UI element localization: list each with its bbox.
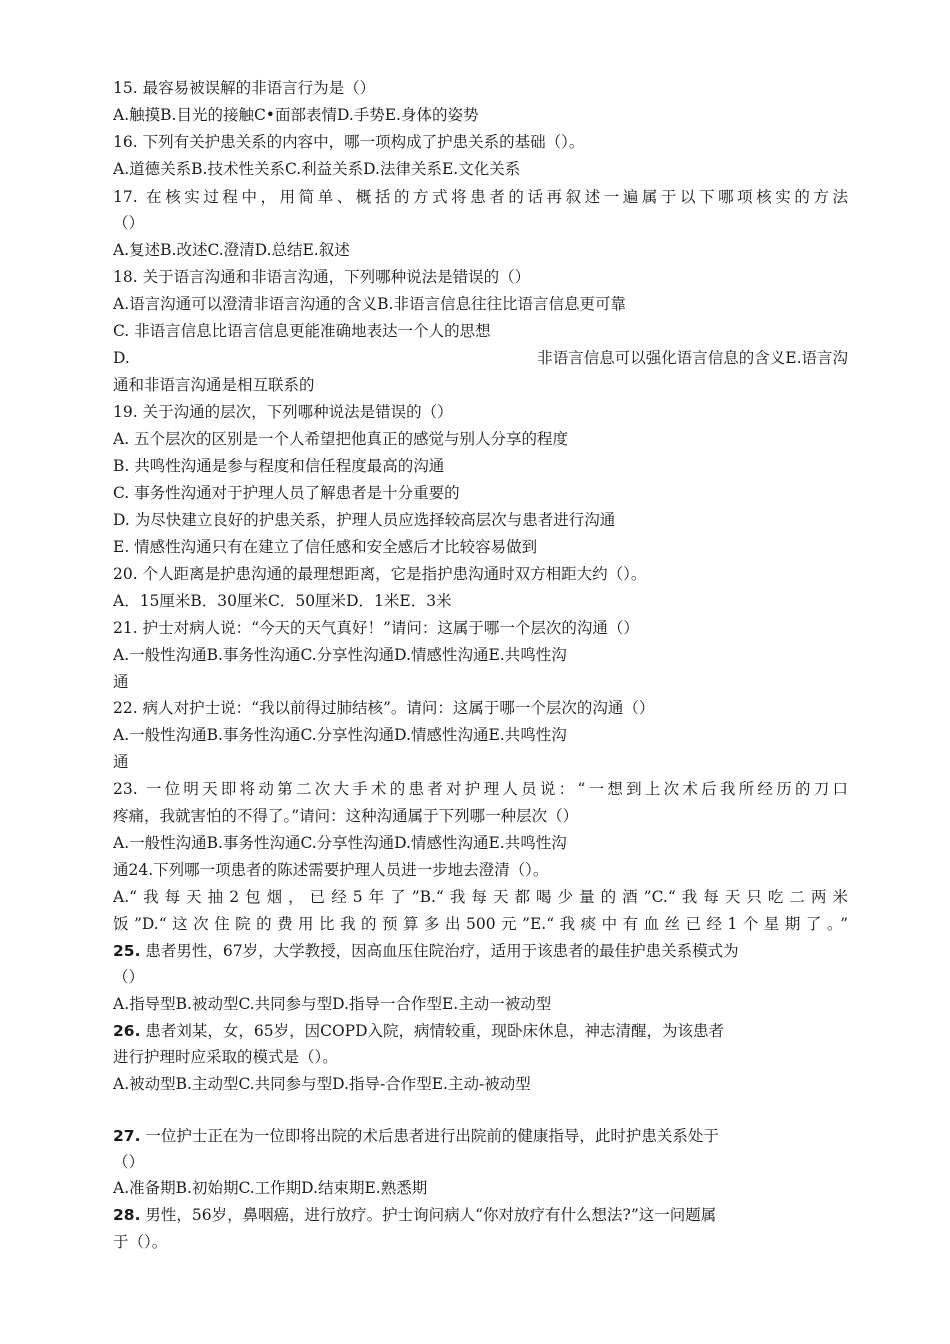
question-25-paren: （） [113,968,145,986]
question-26-text: 患者刘某，女，65岁，因COPD入院，病情较重，现卧床休息，神志清醒，为该患者 [140,1022,725,1040]
question-22: 22. 病人对护士说：“我以前得过肺结核”。请问：这属于哪一个层次的沟通（） [113,699,655,717]
options-15: A.触摸B.目光的接触C•面部表情D.手势E.身体的姿势 [113,106,479,124]
option-18-e-cont: 通和非语言沟通是相互联系的 [113,376,315,394]
question-28 [113,1204,848,1226]
question-17: 17. 在核实过程中，用简单、概括的方式将患者的话再叙述一遍属于以下哪项核实的方法 [113,188,848,206]
options-16: A.道德关系B.技术性关系C.利益关系D.法律关系E.文化关系 [113,160,521,178]
options-21: A.一般性沟通B.事务性沟通C.分享性沟通D.情感性沟通E.共鸣性沟 [113,646,567,664]
option-19-a: A. 五个层次的区别是一个人希望把他真正的感觉与别人分享的程度 [113,430,569,448]
question-20: 20. 个人距离是护患沟通的最理想距离，它是指护患沟通时双方相距大约（）。 [113,565,647,583]
question-25-text: 患者男性，67岁，大学教授，因高血压住院治疗，适用于该患者的最佳护患关系模式为 [140,942,739,960]
question-28-number: 28. [113,1206,141,1224]
question-28-text: 男性，56岁，鼻咽癌，进行放疗。护士询问病人“你对放疗有什么想法?”这一问题属 [140,1206,717,1224]
question-23-cont: 疼痛，我就害怕的不得了。”请问：这种沟通属于下列哪一种层次（） [113,807,579,825]
option-18-d-letter: D. [113,349,130,367]
option-18-d-text: 非语言信息可以强化语言信息的含义E.语言沟 [537,349,848,367]
question-26-number: 26. [113,1022,141,1040]
question-26 [113,1020,848,1042]
option-18-c: C. 非语言信息比语言信息更能准确地表达一个人的思想 [113,322,491,340]
options-24-cont: 饭”D.“这次住院的费用比我的预算多出500元”E.“我痰中有血丝已经1个星期了。” [113,915,848,933]
question-16: 16. 下列有关护患关系的内容中，哪一项构成了护患关系的基础（）。 [113,133,585,151]
question-27 [113,1125,848,1147]
question-15: 15. 最容易被误解的非语言行为是（） [113,79,376,97]
options-18-ab: A.语言沟通可以澄清非语言沟通的含义B.非语言信息往往比语言信息更可靠 [113,295,626,313]
question-27-paren: （） [113,1153,145,1171]
question-24: 通24.下列哪一项患者的陈述需要护理人员进一步地去澄清（）。 [113,861,549,879]
question-17-paren: （） [113,214,145,232]
question-25-number: 25. [113,942,141,960]
question-28-cont: 于（）。 [113,1233,168,1251]
options-20: A．15厘米B．30厘米C．50厘米D．1米E．3米 [113,592,452,610]
options-27: A.准备期B.初始期C.工作期D.结束期E.熟悉期 [113,1179,428,1197]
question-27-number: 27. [113,1127,141,1145]
options-23: A.一般性沟通B.事务性沟通C.分享性沟通D.情感性沟通E.共鸣性沟 [113,834,567,852]
question-25 [113,940,848,962]
options-22-cont: 通 [113,753,129,771]
options-24: A.“我每天抽2包烟，已经5年了”B.“我每天都喝少量的酒”C.“我每天只吃二两米 [113,888,848,906]
options-21-cont: 通 [113,673,129,691]
option-19-b: B. 共鸣性沟通是参与程度和信任程度最高的沟通 [113,457,445,475]
option-19-d: D. 为尽快建立良好的护患关系，护理人员应选择较高层次与患者进行沟通 [113,511,616,529]
question-18: 18. 关于语言沟通和非语言沟通，下列哪种说法是错误的（） [113,268,531,286]
option-19-e: E. 情感性沟通只有在建立了信任感和安全感后才比较容易做到 [113,538,538,556]
question-19: 19. 关于沟通的层次，下列哪种说法是错误的（） [113,403,453,421]
options-25: A.指导型B.被动型C.共同参与型D.指导一合作型E.主动一被动型 [113,995,552,1013]
options-26: A.被动型B.主动型C.共同参与型D.指导-合作型E.主动-被动型 [113,1075,531,1093]
options-17: A.复述B.改述C.澄清D.总结E.叙述 [113,241,350,259]
question-27-text: 一位护士正在为一位即将出院的术后患者进行出院前的健康指导，此时护患关系处于 [140,1127,719,1145]
option-19-c: C. 事务性沟通对于护理人员了解患者是十分重要的 [113,484,460,502]
question-26-cont: 进行护理时应采取的模式是（）。 [113,1048,338,1066]
option-18-d [113,347,848,369]
options-22: A.一般性沟通B.事务性沟通C.分享性沟通D.情感性沟通E.共鸣性沟 [113,726,567,744]
question-23: 23. 一位明天即将动第二次大手术的患者对护理人员说：“一想到上次术后我所经历的刀口 [113,780,848,798]
question-21: 21. 护士对病人说：“今天的天气真好！”请问：这属于哪一个层次的沟通（） [113,619,639,637]
